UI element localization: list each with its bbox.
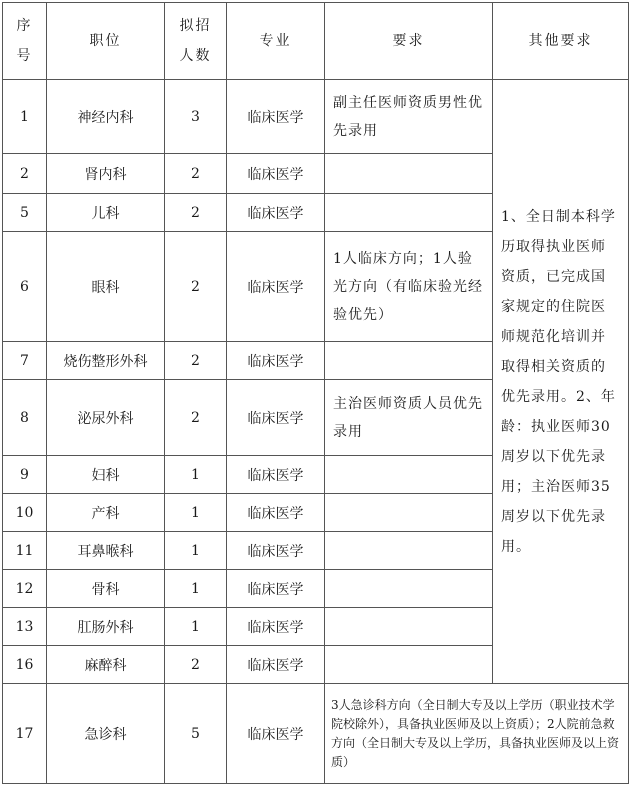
cell-position: 泌尿外科 bbox=[47, 380, 165, 456]
cell-position: 耳鼻喉科 bbox=[47, 532, 165, 570]
cell-major: 临床医学 bbox=[227, 684, 325, 784]
cell-major: 临床医学 bbox=[227, 154, 325, 194]
cell-position: 烧伤整形外科 bbox=[47, 342, 165, 380]
cell-position: 儿科 bbox=[47, 194, 165, 232]
cell-major: 临床医学 bbox=[227, 342, 325, 380]
cell-major: 临床医学 bbox=[227, 646, 325, 684]
cell-planned: 2 bbox=[165, 194, 227, 232]
cell-requirement: 1人临床方向；1人验光方向（有临床验光经验优先） bbox=[325, 232, 493, 342]
recruitment-table bbox=[2, 2, 629, 784]
cell-seq: 16 bbox=[3, 646, 47, 684]
cell-requirement bbox=[325, 456, 493, 494]
cell-major: 临床医学 bbox=[227, 532, 325, 570]
header-row bbox=[3, 3, 629, 80]
cell-planned: 1 bbox=[165, 532, 227, 570]
cell-requirement: 主治医师资质人员优先录用 bbox=[325, 380, 493, 456]
cell-seq: 9 bbox=[3, 456, 47, 494]
header-other: 其他要求 bbox=[493, 3, 629, 80]
cell-planned: 1 bbox=[165, 608, 227, 646]
cell-major: 临床医学 bbox=[227, 570, 325, 608]
cell-seq: 12 bbox=[3, 570, 47, 608]
cell-requirement bbox=[325, 532, 493, 570]
cell-other-requirements bbox=[493, 80, 629, 684]
cell-requirement bbox=[325, 570, 493, 608]
header-planned: 拟招人数 bbox=[165, 3, 227, 80]
cell-position: 肛肠外科 bbox=[47, 608, 165, 646]
cell-planned: 1 bbox=[165, 494, 227, 532]
cell-seq: 13 bbox=[3, 608, 47, 646]
cell-seq: 6 bbox=[3, 232, 47, 342]
cell-requirement bbox=[325, 646, 493, 684]
header-major: 专业 bbox=[227, 3, 325, 80]
cell-requirement: 3人急诊科方向（全日制大专及以上学历（职业技术学院校除外），具备执业医师及以上资质）；2人院前急救方向（全日制大专及以上学历，具备执业医师及以上资质） bbox=[325, 684, 629, 784]
cell-position: 急诊科 bbox=[47, 684, 165, 784]
cell-planned: 2 bbox=[165, 154, 227, 194]
cell-major: 临床医学 bbox=[227, 80, 325, 154]
cell-requirement bbox=[325, 194, 493, 232]
header-seq: 序号 bbox=[3, 3, 47, 80]
cell-position: 眼科 bbox=[47, 232, 165, 342]
cell-planned: 1 bbox=[165, 570, 227, 608]
cell-seq: 17 bbox=[3, 684, 47, 784]
cell-planned: 2 bbox=[165, 380, 227, 456]
cell-requirement bbox=[325, 608, 493, 646]
cell-position: 肾内科 bbox=[47, 154, 165, 194]
other-requirements-text: 1、全日制本科学历取得执业医师资质，已完成国家规定的住院医师规范化培训并取得相关资质的优先录用。2、年龄：执业医师30周岁以下优先录用；主治医师35周岁以下优先录用。 bbox=[501, 208, 616, 555]
cell-seq: 11 bbox=[3, 532, 47, 570]
cell-planned: 5 bbox=[165, 684, 227, 784]
cell-position: 骨科 bbox=[47, 570, 165, 608]
cell-position: 产科 bbox=[47, 494, 165, 532]
cell-major: 临床医学 bbox=[227, 232, 325, 342]
cell-requirement bbox=[325, 494, 493, 532]
header-position: 职位 bbox=[47, 3, 165, 80]
cell-planned: 1 bbox=[165, 456, 227, 494]
cell-seq: 5 bbox=[3, 194, 47, 232]
cell-seq: 2 bbox=[3, 154, 47, 194]
cell-major: 临床医学 bbox=[227, 456, 325, 494]
header-requirement: 要求 bbox=[325, 3, 493, 80]
cell-seq: 8 bbox=[3, 380, 47, 456]
cell-planned: 2 bbox=[165, 232, 227, 342]
cell-requirement bbox=[325, 154, 493, 194]
cell-seq: 10 bbox=[3, 494, 47, 532]
cell-requirement bbox=[325, 342, 493, 380]
cell-major: 临床医学 bbox=[227, 380, 325, 456]
cell-planned: 3 bbox=[165, 80, 227, 154]
cell-position: 神经内科 bbox=[47, 80, 165, 154]
cell-major: 临床医学 bbox=[227, 494, 325, 532]
cell-planned: 2 bbox=[165, 646, 227, 684]
table-row bbox=[3, 80, 629, 154]
cell-planned: 2 bbox=[165, 342, 227, 380]
cell-major: 临床医学 bbox=[227, 194, 325, 232]
cell-position: 麻醉科 bbox=[47, 646, 165, 684]
cell-seq: 7 bbox=[3, 342, 47, 380]
cell-seq: 1 bbox=[3, 80, 47, 154]
table-row bbox=[3, 684, 629, 784]
cell-major: 临床医学 bbox=[227, 608, 325, 646]
cell-position: 妇科 bbox=[47, 456, 165, 494]
cell-requirement: 副主任医师资质男性优先录用 bbox=[325, 80, 493, 154]
